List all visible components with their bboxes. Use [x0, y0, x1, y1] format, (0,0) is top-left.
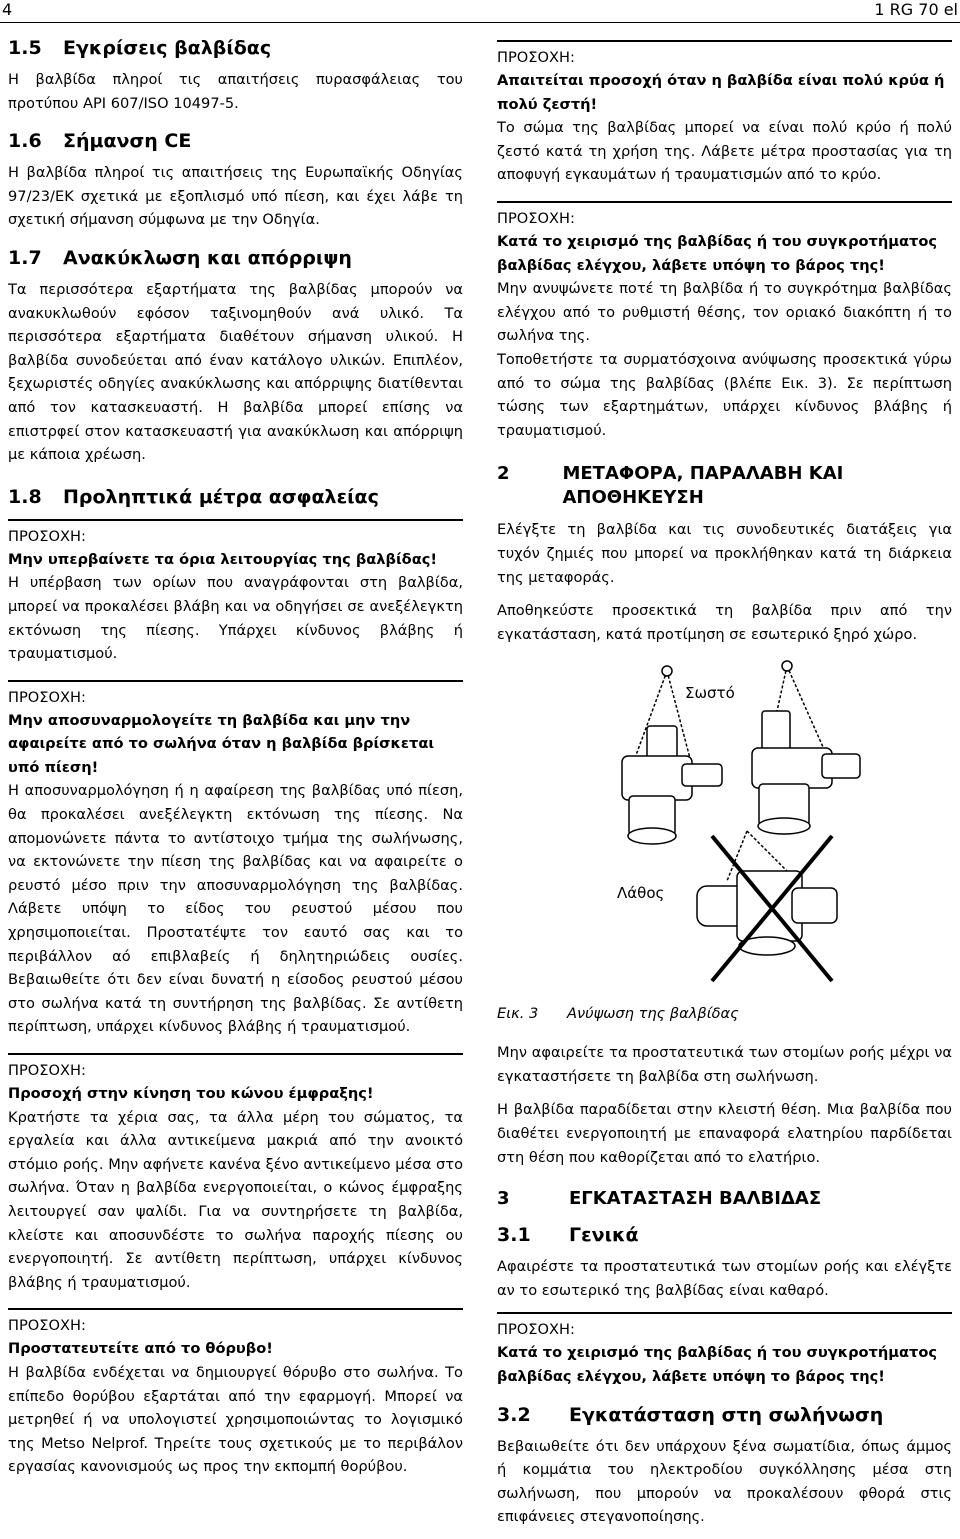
warning-title: ΠΡΟΣΟΧΗ:: [497, 209, 575, 227]
left-column: [8, 36, 463, 1493]
after-figure-text-2: Η βαλβίδα παραδίδεται στην κλειστή θέση. Μια βαλβίδα που διαθέτει ενεργοποιητή με επαναφορά ελατηρίου παρδίδεται στη θέση που καθορίζεται από το ελατήριο.: [497, 1101, 952, 1166]
figure-label-correct: Σωστό: [685, 684, 735, 703]
section-1-6-text: Η βαλβίδα πληροί τις απαιτήσεις της Ευρωπαϊκής Οδηγίας 97/23/ΕΚ σχετικά με εξοπλισμό υπό πίεση, και έχει λάβε τη σχετική σήμανση σύμφωνα με την Οδηγία.: [8, 164, 463, 229]
section-title: Εγκατάσταση στη σωλήνωση: [569, 1403, 884, 1426]
section-title: Προληπτικά μέτρα ασφαλείας: [63, 485, 379, 508]
warning-title: ΠΡΟΣΟΧΗ:: [8, 1317, 86, 1335]
warning-lead: Προσοχή στην κίνηση του κώνου έμφραξης!: [8, 1085, 374, 1102]
warning-body: Η υπέρβαση των ορίων που αναγράφονται στη βαλβίδα, μπορεί να προκαλέσει βλάβη και να οδηγήσει σε ανεξέλεγκτη εκτόνωση της πίεσης. Υπάρχει κίνδυνος βλάβης ή τραυματισμού.: [8, 574, 463, 663]
section-number: 3.2: [497, 1403, 531, 1426]
section-title: ΜΕΤΑΦΟΡΑ, ΠΑΡΑΛΑΒΗ ΚΑΙ ΑΠΟΘΗΚΕΥΣΗ: [562, 463, 844, 509]
warning-body: Το σώμα της βαλβίδας μπορεί να είναι πολύ κρύο ή πολύ ζεστό κατά τη χρήση της. Λάβετε μέτρα προστασίας για τη αποφυγή εγκαυμάτων ή τραυματισμών από το κρύο.: [497, 119, 952, 184]
warning-box-operating-limits: [8, 519, 463, 666]
section-3-1-heading: [497, 1223, 952, 1247]
section-3-1-text: Αφαιρέστε τα προστατευτικά των στομίων ροής και ελέγξτε αν το εσωτερικό της βαλβίδας είναι καθαρό.: [497, 1258, 952, 1299]
section-number: 3: [497, 1188, 510, 1210]
section-1-5-heading: [8, 36, 463, 60]
section-1-8-heading: [8, 485, 463, 509]
after-figure-text-1: Μην αφαιρείτε τα προστατευτικά των στομίων ροής μέχρι να εγκαταστήσετε τη βαλβίδα στη σωλήνωση.: [497, 1044, 952, 1085]
warning-lead: Μην αποσυναρμολογείτε τη βαλβίδα και μην την αφαιρείτε από το σωλήνα όταν η βαλβίδα βρίσκεται υπό πίεση!: [8, 711, 435, 776]
warning-box-noise: [8, 1308, 463, 1479]
section-title: Εγκρίσεις βαλβίδας: [63, 37, 272, 59]
figure-caption-number: Εικ. 3: [497, 1005, 539, 1023]
section-1-6-heading: [8, 129, 463, 153]
warning-lead: Προστατευτείτε από το θόρυβο!: [8, 1340, 273, 1358]
warning-lead: Κατά το χειρισμό της βαλβίδας ή του συγκροτήματος βαλβίδας ελέγχου, λάβετε υπόψη το βάρος της!: [497, 232, 938, 274]
warning-title: ΠΡΟΣΟΧΗ:: [8, 527, 86, 545]
section-number: 1.5: [8, 37, 42, 59]
section-number: 2: [497, 463, 510, 485]
section-2-text-1: Ελέγξτε τη βαλβίδα και τις συνοδευτικές διατάξεις για τυχόν ζημιές που μπορεί να προκλήθηκαν κατά τη διάρκεια της μεταφοράς.: [497, 521, 952, 586]
section-number: 3.1: [497, 1224, 531, 1247]
document-id: 1 RG 70 el: [874, 0, 958, 19]
section-1-5-text: Η βαλβίδα πληροί τις απαιτήσεις πυρασφάλειας του προτύπου API 607/ISO 10497-5.: [8, 71, 463, 112]
section-title: Γενικά: [569, 1224, 639, 1247]
warning-box-closing-member: [8, 1053, 463, 1294]
lifting-illustration: [497, 656, 952, 1001]
warning-title: ΠΡΟΣΟΧΗ:: [8, 1062, 86, 1079]
correct-lifting-2: [752, 661, 860, 834]
warning-body: Κρατήστε τα χέρια σας, τα άλλα μέρη του σώματος, τα εργαλεία και άλλα αντικείμενα μακριά από την ανοικτό στόμιο ροής. Μην αφήνετε κανένα ξένο αντικείμενο μέσα στο σωλήνα. Όταν η βαλβίδα ενεργοποιείται, ο κώνος έμφραξης λειτουργεί σαν ψαλίδι. Για να συντηρήσετε τη βαλβίδα, κλείστε και αποσυνδέστε το σωλήνα παροχής πίεσης ου ενεργοποιητή. Σε αντίθετη περίπτωση, υπάρχει κίνδυνος βλάβης ή τραυματισμού.: [8, 1108, 463, 1291]
figure-label-wrong: Λάθος: [617, 884, 665, 903]
warning-lead: Μην υπερβαίνετε τα όρια λειτουργίας της βαλβίδας!: [8, 550, 438, 568]
section-number: 1.8: [8, 485, 42, 508]
section-3-heading: [497, 1187, 952, 1211]
warning-body: Η βαλβίδα ενδέχεται να δημιουργεί θόρυβο στο σωλήνα. Το επίπεδο θορύβου εξαρτάται από την εφαρμογή. Μπορεί να μετρηθεί ή να υπολογιστεί χρησιμοποιώντας το λογισμικό της Metso Nelprof. Τηρείτε τους σχετικούς με το περιβάλον εργασίας κανονισμούς ως προς την εκπομπή θορύβου.: [8, 1363, 463, 1476]
warning-lead: Απαιτείται προσοχή όταν η βαλβίδα είναι πολύ κρύα ή πολύ ζεστή!: [497, 72, 945, 113]
figure-caption-text: Ανύψωση της βαλβίδας: [567, 1005, 739, 1023]
page-header: [0, 0, 960, 24]
section-title: Σήμανση CE: [63, 130, 192, 153]
section-3-2-text: Βεβαιωθείτε ότι δεν υπάρχουν ξένα σωματίδια, όπως άμμος ή κομμάτια του ηλεκτροδίου συγκόλλησης μέσα στη σωλήνωση, που μπορούν να προκαλέσουν φθορά στις επιφάνειες στεγανοποίησης.: [497, 1437, 952, 1526]
right-column: [497, 36, 952, 1539]
warning-box-weight: [497, 201, 952, 442]
figure-lifting-valve: [497, 656, 952, 1001]
warning-body: Μην ανυψώνετε ποτέ τη βαλβίδα ή το συγκρότημα βαλβίδας ελέγχου από το ρυθμιστή θέσης, τον οριακό διακόπτη ή το σωλήνα της.: [497, 280, 952, 345]
warning-title: ΠΡΟΣΟΧΗ:: [497, 1321, 575, 1339]
section-2-text-2: Αποθηκεύστε προσεκτικά τη βαλβίδα πριν από την εγκατάσταση, κατά προτίμηση σε εσωτερικό ξηρό χώρο.: [497, 602, 952, 643]
warning-box-weight-2: [497, 1312, 952, 1388]
page-number: 4: [2, 0, 13, 19]
wrong-lifting: [697, 831, 837, 955]
warning-body: Η αποσυναρμολόγηση ή η αφαίρεση της βαλβίδας υπό πίεση, θα προκαλέσει ανεξέλεγκτη εκτόνωση της πίεσης. Να απομονώνετε πάντα το αντίστοιχο τμήμα της σωλήνωσης, να εκτονώνετε την πίεση της βαλβίδας και να αφαιρείτε ο ρευστό μέσο πριν την αποσυναρμολόγηση της βαλβίδας. Λάβετε υπόψη το είδος του ρευστού μέσου που χρησιμοποιείται. Προστατέψτε τον εαυτό σας και το περιβάλλον αό επιβλαβείς ή δηλητηριώδεις ουσίες. Βεβαιωθείτε ότι δεν είναι δυνατή η είσοδος ρευστού μέσου στο σωλήνα κατά τη συντήρηση της βαλβίδας. Σε αντίθετη περίπτωση, υπάρχει κίνδυνος βλάβης ή τραυματισμού.: [8, 782, 463, 1036]
section-title: ΕΓΚΑΤΑΣΤΑΣΗ ΒΑΛΒΙΔΑΣ: [569, 1188, 822, 1210]
warning-box-temperature: [497, 40, 952, 187]
section-1-7-text: Τα περισσότερα εξαρτήματα της βαλβίδας μπορούν να ανακυκλωθούν εφόσον ταξινομηθούν ανά υλικό. Τα περισσότερα εξαρτήματα διαθέτουν σήμανση υλικού. Η βαλβίδα συνοδεύεται από έναν κατάλογο υλικών. Επιπλέον, ξεχωριστές οδηγίες ανακύκλωσης και απόρριψης διατίθενται από τον κατασκευαστή. Η βαλβίδα μπορεί επίσης να επιστρφεί στον κατασκευαστή για ανακύκλωση και απόρριψη με κάποια χρέωση.: [8, 280, 463, 464]
warning-lead: Κατά το χειρισμό της βαλβίδας ή του συγκροτήματος βαλβίδας ελέγχου, λάβετε υπόψη το βάρος της!: [497, 1344, 938, 1386]
section-2-heading: [497, 462, 952, 510]
warning-title: ΠΡΟΣΟΧΗ:: [497, 49, 575, 66]
warning-title: ΠΡΟΣΟΧΗ:: [8, 688, 86, 706]
warning-box-disassembly: [8, 680, 463, 1039]
section-title: Ανακύκλωση και απόρριψη: [63, 246, 352, 269]
header-rule: [0, 22, 960, 23]
figure-caption: [497, 1003, 952, 1025]
section-number: 1.7: [8, 246, 42, 269]
section-number: 1.6: [8, 130, 42, 153]
section-1-7-heading: [8, 246, 463, 270]
section-3-2-heading: [497, 1403, 952, 1427]
warning-body: Τοποθετήστε τα συρματόσχοινα ανύψωσης προσεκτικά γύρω από το σώμα της βαλβίδας (βλέπε Εικ. 3). Σε περίπτωση τώσης των εξαρτημάτων, υπάρχει κίνδυνος βλάβης ή τραυματισμού.: [497, 350, 952, 439]
